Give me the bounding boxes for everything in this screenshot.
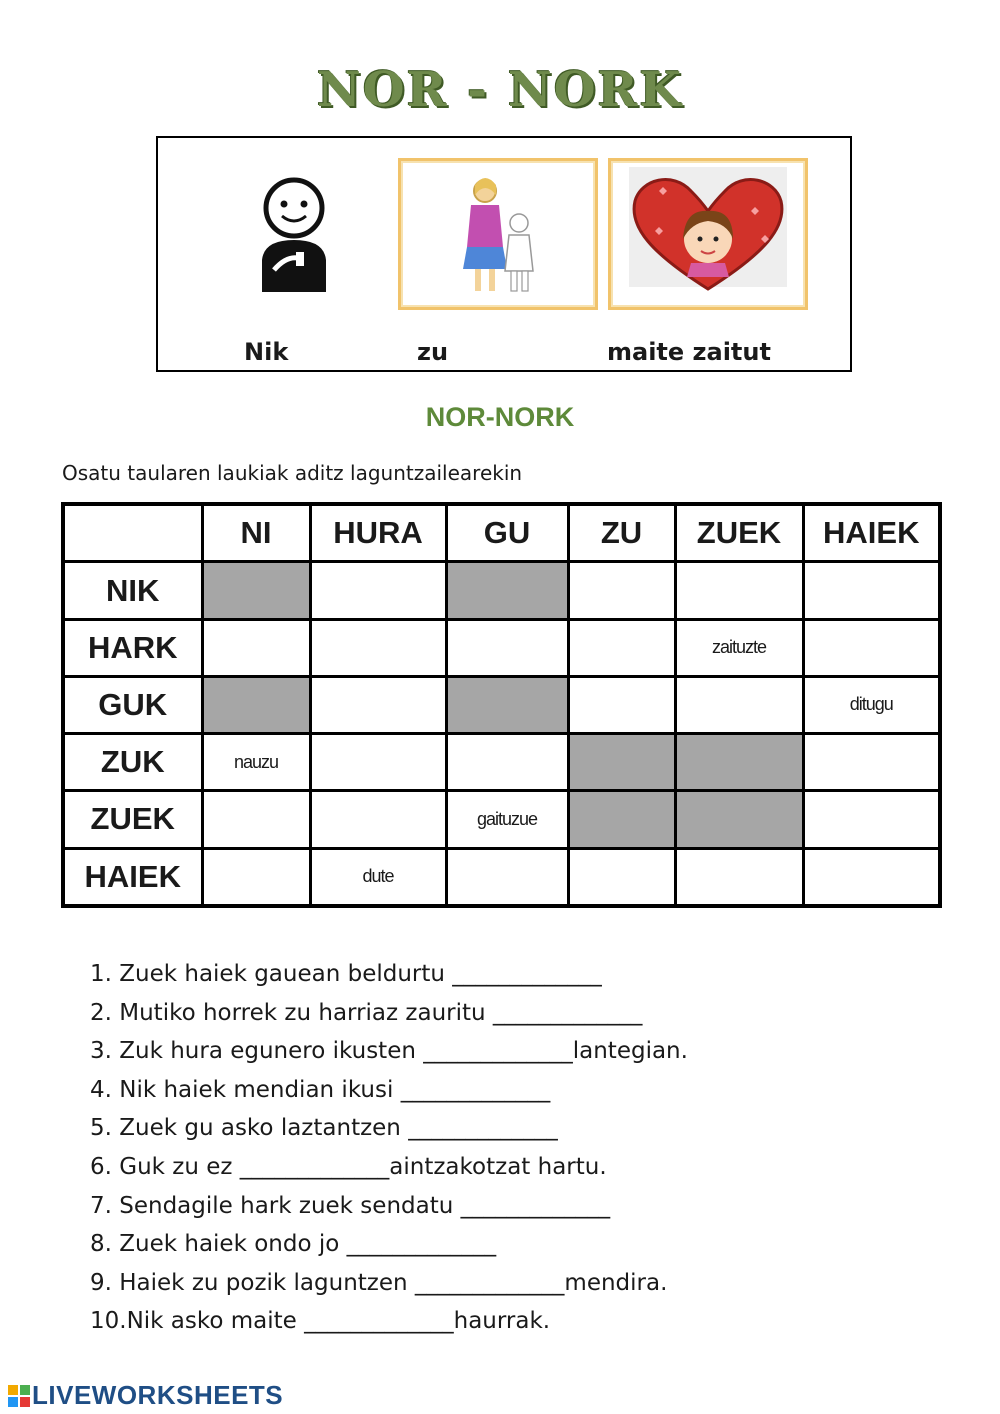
liveworksheets-mark-icon (8, 1383, 30, 1405)
table-header-row (63, 504, 940, 562)
exercise-item[interactable]: 8. Zuek haiek ondo jo _____________ (90, 1231, 497, 1258)
exercise-item[interactable]: 10.Nik asko maite _____________haurrak. (90, 1308, 551, 1335)
exercise-item[interactable]: 4. Nik haiek mendian ikusi _____________ (90, 1076, 551, 1103)
exercise-item[interactable]: 1. Zuek haiek gauean beldurtu _____________ (90, 961, 602, 987)
table-cell[interactable] (675, 848, 803, 906)
table-cell: nauzu (202, 734, 310, 791)
column-header: NI (202, 504, 310, 562)
sentence-subject: Nik (244, 338, 289, 366)
exercise-item[interactable]: 9. Haiek zu pozik laguntzen _____________mendira. (90, 1269, 668, 1296)
table-cell[interactable] (446, 734, 568, 791)
row-header: ZUK (63, 734, 202, 791)
table-cell (202, 562, 310, 619)
exercise-list (90, 955, 688, 1341)
table-cell: dute (310, 848, 446, 906)
table-cell (675, 734, 803, 791)
table-cell[interactable] (803, 848, 940, 906)
table-cell[interactable] (568, 562, 675, 619)
table-cell[interactable] (803, 619, 940, 676)
sentence-verb: maite zaitut (607, 338, 771, 366)
liveworksheets-logo[interactable] (8, 1380, 283, 1411)
exercise-item[interactable]: 5. Zuek gu asko laztantzen _____________ (90, 1115, 558, 1142)
woman-child-icon (401, 161, 595, 307)
table-cell[interactable] (202, 791, 310, 848)
row-header: HARK (63, 619, 202, 676)
column-header: HAIEK (803, 504, 940, 562)
exercise-item[interactable]: 3. Zuk hura egunero ikusten _____________lantegian. (90, 1038, 688, 1065)
table-cell[interactable] (310, 676, 446, 733)
exercise-item[interactable]: 2. Mutiko horrek zu harriaz zauritu _____________ (90, 999, 643, 1026)
table-cell: gaituzue (446, 791, 568, 848)
column-header: HURA (310, 504, 446, 562)
column-header: GU (446, 504, 568, 562)
table-row (63, 619, 940, 676)
table-cell: ditugu (803, 676, 940, 733)
person-self-icon (244, 174, 344, 294)
row-header: HAIEK (63, 848, 202, 906)
sentence-object: zu (417, 338, 449, 366)
table-cell[interactable] (202, 619, 310, 676)
table-row (63, 562, 940, 619)
section-subtitle: NOR-NORK (425, 402, 575, 432)
table-cell[interactable] (803, 562, 940, 619)
table-row (63, 734, 940, 791)
table-cell (675, 791, 803, 848)
love-picture-frame (608, 158, 808, 310)
table-cell[interactable] (310, 734, 446, 791)
table-cell (202, 676, 310, 733)
table-cell[interactable] (803, 791, 940, 848)
you-picture-frame (398, 158, 598, 310)
row-header: GUK (63, 676, 202, 733)
table-cell[interactable] (675, 676, 803, 733)
conjugation-table (61, 502, 942, 908)
instruction-text: Osatu taularen laukiak aditz laguntzailearekin (62, 461, 523, 485)
table-cell[interactable] (310, 791, 446, 848)
table-cell[interactable] (568, 619, 675, 676)
sentence-illustration (156, 136, 852, 372)
table-row (63, 676, 940, 733)
worksheet-title: NOR - NORK (316, 62, 684, 118)
table-cell[interactable] (446, 619, 568, 676)
table-cell[interactable] (675, 562, 803, 619)
table-row (63, 791, 940, 848)
table-cell: zaituzte (675, 619, 803, 676)
liveworksheets-brand: LIVEWORKSHEETS (32, 1380, 284, 1410)
column-header: ZUEK (675, 504, 803, 562)
table-cell[interactable] (446, 848, 568, 906)
row-header: ZUEK (63, 791, 202, 848)
table-corner-cell (63, 504, 202, 562)
table-cell[interactable] (568, 848, 675, 906)
column-header: ZU (568, 504, 675, 562)
table-cell[interactable] (310, 619, 446, 676)
table-cell (568, 791, 675, 848)
table-cell (446, 676, 568, 733)
row-header: NIK (63, 562, 202, 619)
table-row (63, 848, 940, 906)
heart-icon (611, 161, 805, 307)
exercise-item[interactable]: 7. Sendagile hark zuek sendatu _____________ (90, 1192, 611, 1219)
table-cell[interactable] (568, 676, 675, 733)
table-cell (568, 734, 675, 791)
table-cell (446, 562, 568, 619)
exercise-item[interactable]: 6. Guk zu ez _____________aintzakotzat hartu. (90, 1153, 607, 1180)
table-cell[interactable] (310, 562, 446, 619)
table-cell[interactable] (803, 734, 940, 791)
table-cell[interactable] (202, 848, 310, 906)
